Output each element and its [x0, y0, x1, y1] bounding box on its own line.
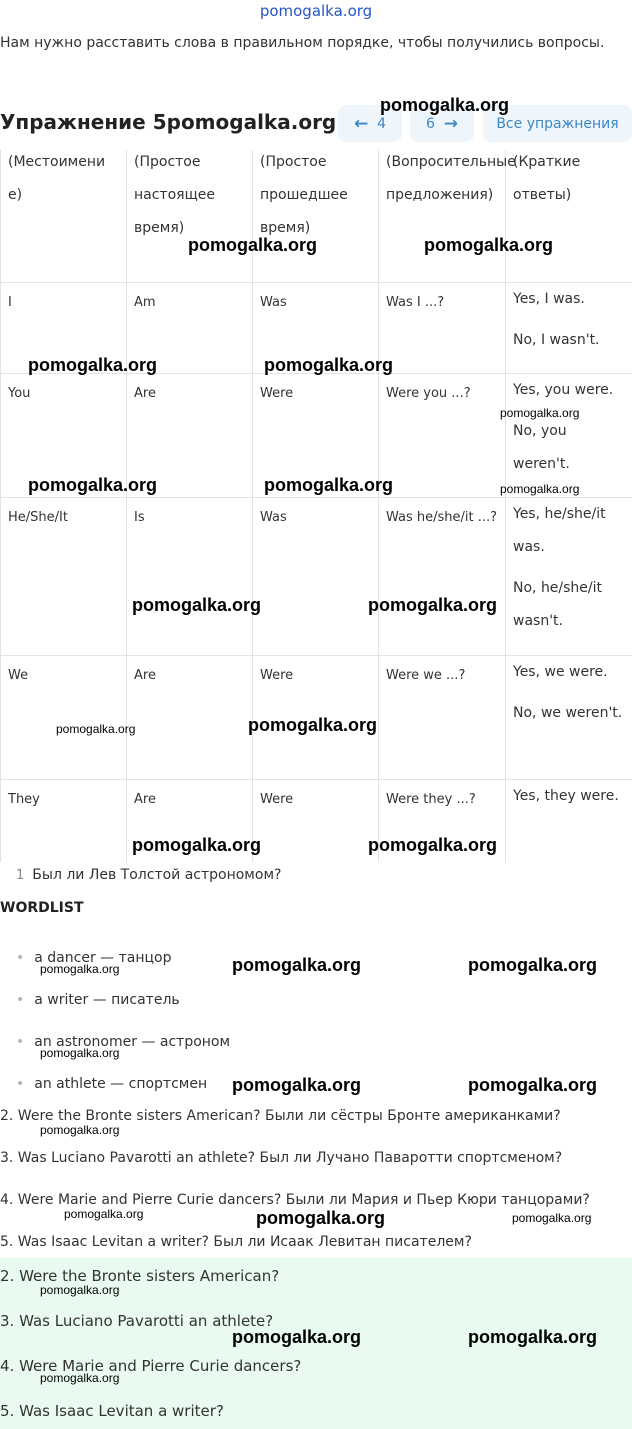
header-cell: (Простое настоящее время) [127, 150, 253, 283]
pronoun-cell: I [1, 283, 127, 374]
past-cell: Were [253, 374, 379, 498]
wordlist-item: • an athlete — спортсмен [16, 1076, 208, 1092]
past-cell: Was [253, 498, 379, 656]
watermark: pomogalka.org [512, 1211, 592, 1225]
answer-line: 3. Was Luciano Pavarotti an athlete? [0, 1312, 274, 1330]
watermark: pomogalka.org [380, 95, 510, 115]
watermark: pomogalka.org [132, 835, 262, 855]
watermark: pomogalka.org [28, 355, 158, 375]
watermark: pomogalka.org [188, 235, 318, 255]
watermark: pomogalka.org [264, 475, 394, 495]
translation-line: 4. Were Marie and Pierre Curie dancers? Были ли Мария и Пьер Кюри танцорами? [0, 1192, 590, 1208]
answer-cell: Yes, you were. No, you weren't. [506, 374, 632, 498]
table-row [1, 780, 632, 863]
watermark: pomogalka.org [40, 1123, 120, 1137]
watermark: pomogalka.org [468, 955, 598, 975]
translation-line: 2. Were the Bronte sisters American? Были ли сёстры Бронте американками? [0, 1108, 561, 1124]
watermark: pomogalka.org [232, 1327, 362, 1347]
header-cell: (Вопросительные предложения) [379, 150, 506, 283]
watermark: pomogalka.org [368, 835, 498, 855]
next-exercise-button[interactable]: 6 → [410, 105, 474, 142]
site-logo-text[interactable]: pomogalka.org [259, 2, 373, 20]
answer-line: 4. Were Marie and Pierre Curie dancers? [0, 1357, 302, 1375]
present-cell: Is [127, 498, 253, 656]
arrow-right-icon: → [443, 113, 459, 134]
question-cell: Were you ...? [379, 374, 506, 498]
header-cell: (Простое прошедшее время) [253, 150, 379, 283]
watermark: pomogalka.org [424, 235, 554, 255]
intro-text: Нам нужно расставить слова в правильном порядке, чтобы получились вопросы. [0, 35, 605, 51]
watermark: pomogalka.org [256, 1208, 386, 1228]
arrow-left-icon: ← [353, 113, 369, 134]
header-cell: (Краткие ответы) [506, 150, 632, 283]
watermark: pomogalka.org [500, 406, 580, 420]
watermark: pomogalka.org [232, 955, 362, 975]
watermark: pomogalka.org [248, 715, 378, 735]
translation-line: 3. Was Luciano Pavarotti an athlete? Был ли Лучано Паваротти спортсменом? [0, 1150, 563, 1166]
watermark: pomogalka.org [40, 962, 120, 976]
header-cell: (Местоимени е) [1, 150, 127, 283]
question-text: Был ли Лев Толстой астрономом? [32, 867, 282, 883]
present-cell: Are [127, 374, 253, 498]
watermark: pomogalka.org [28, 475, 158, 495]
answer-line: 2. Were the Bronte sisters American? [0, 1267, 280, 1285]
question-number: 1 [16, 868, 25, 883]
past-cell: Was [253, 283, 379, 374]
answer-line: 5. Was Isaac Levitan a writer? [0, 1402, 224, 1420]
watermark: pomogalka.org [40, 1371, 120, 1385]
watermark: pomogalka.org [500, 482, 580, 496]
question-cell: Was he/she/it ...? [379, 498, 506, 656]
prev-exercise-button[interactable]: ← 4 [338, 105, 402, 142]
grammar-table [0, 150, 632, 862]
exercise-title: Упражнение 5pomogalka.org [0, 110, 337, 134]
answer-cell: Yes, they were. [506, 780, 632, 863]
watermark: pomogalka.org [232, 1075, 362, 1095]
watermark: pomogalka.org [368, 595, 498, 615]
pronoun-cell: They [1, 780, 127, 863]
watermark: pomogalka.org [64, 1207, 144, 1221]
answer-cell: Yes, I was. No, I wasn't. [506, 283, 632, 374]
question-cell: Was I ...? [379, 283, 506, 374]
question-item [0, 867, 281, 883]
past-cell: Were [253, 656, 379, 780]
pronoun-cell: He/She/It [1, 498, 127, 656]
wordlist-item: • a writer — писатель [16, 992, 180, 1008]
answer-cell: Yes, we were. No, we weren't. [506, 656, 632, 780]
pronoun-cell: We [1, 656, 127, 780]
watermark: pomogalka.org [166, 110, 337, 134]
question-cell: Were we ...? [379, 656, 506, 780]
table-header-row [1, 150, 632, 283]
answer-cell: Yes, he/she/it was. No, he/she/it wasn't. [506, 498, 632, 656]
table-row [1, 498, 632, 656]
watermark: pomogalka.org [468, 1075, 598, 1095]
all-exercises-button[interactable]: Все упражнения [483, 105, 632, 142]
present-cell: Are [127, 656, 253, 780]
watermark: pomogalka.org [264, 355, 394, 375]
present-cell: Am [127, 283, 253, 374]
pronoun-cell: You [1, 374, 127, 498]
watermark: pomogalka.org [132, 595, 262, 615]
question-cell: Were they ...? [379, 780, 506, 863]
translation-line: 5. Was Isaac Levitan a writer? Был ли Исаак Левитан писателем? [0, 1234, 472, 1250]
past-cell: Were [253, 780, 379, 863]
watermark: pomogalka.org [56, 722, 136, 736]
present-cell: Are [127, 780, 253, 863]
watermark: pomogalka.org [40, 1046, 120, 1060]
wordlist-item: • a dancer — танцор [16, 950, 172, 966]
watermark: pomogalka.org [40, 1283, 120, 1297]
watermark: pomogalka.org [468, 1327, 598, 1347]
wordlist-item: • an astronomer — астроном [16, 1034, 231, 1050]
wordlist-heading: WORDLIST [0, 900, 84, 916]
